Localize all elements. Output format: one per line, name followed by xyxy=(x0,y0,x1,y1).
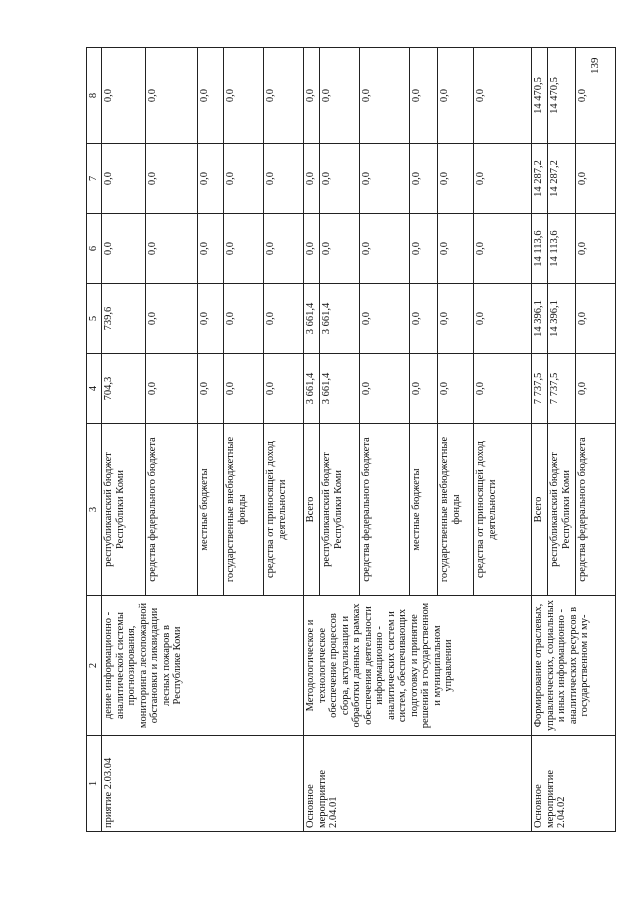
value-cell: 0,0 xyxy=(102,214,146,284)
measure-title: дение информационно - аналитической системы прогнозирования, мониторинга лесопожарной обстановки и ликвидации лесных пожаров в Республике Коми xyxy=(102,596,304,736)
value-cell: 0,0 xyxy=(438,284,474,354)
measure-code: Основное мероприятие 2.04.02 xyxy=(532,736,616,832)
value-cell: 0,0 xyxy=(410,354,438,424)
value-cell: 0,0 xyxy=(360,144,410,214)
measure-title: Методологическое и технологическое обеспечение процессов сбора, актуализации и обработки данных в рамках обеспечения деятельности информационно - аналитических систем и систем, обеспечивающих подготовку и принятие решений в государственном и муниципальном управлении xyxy=(304,596,532,736)
funding-source: средства федерального бюджета xyxy=(360,424,410,596)
value-cell: 0,0 xyxy=(304,48,320,144)
value-cell: 0,0 xyxy=(410,144,438,214)
value-cell: 0,0 xyxy=(304,144,320,214)
budget-table xyxy=(86,47,616,832)
funding-source: республиканский бюджет Республики Коми xyxy=(548,424,576,596)
value-cell: 0,0 xyxy=(224,48,264,144)
header-cell: 1 xyxy=(87,736,102,832)
header-cell: 4 xyxy=(87,354,102,424)
value-cell: 14 287,2 xyxy=(548,144,576,214)
header-cell: 5 xyxy=(87,284,102,354)
value-cell: 0,0 xyxy=(320,48,360,144)
value-cell: 0,0 xyxy=(474,214,532,284)
value-cell: 0,0 xyxy=(264,48,304,144)
value-cell: 704,3 xyxy=(102,354,146,424)
value-cell: 3 661,4 xyxy=(320,284,360,354)
value-cell: 0,0 xyxy=(146,284,198,354)
funding-source: республиканский бюджет Республики Коми xyxy=(320,424,360,596)
table-row xyxy=(304,48,320,832)
value-cell: 0,0 xyxy=(438,214,474,284)
value-cell: 0,0 xyxy=(264,144,304,214)
rotated-table-container xyxy=(86,48,590,832)
value-cell: 0,0 xyxy=(576,144,616,214)
value-cell: 0,0 xyxy=(360,354,410,424)
value-cell: 7 737,5 xyxy=(548,354,576,424)
value-cell: 0,0 xyxy=(474,48,532,144)
funding-source: средства от приносящей доход деятельности xyxy=(474,424,532,596)
funding-source: Всего xyxy=(304,424,320,596)
value-cell: 0,0 xyxy=(198,144,224,214)
value-cell: 0,0 xyxy=(224,354,264,424)
value-cell: 14 396,1 xyxy=(548,284,576,354)
value-cell: 0,0 xyxy=(264,284,304,354)
value-cell: 0,0 xyxy=(146,214,198,284)
header-cell: 6 xyxy=(87,214,102,284)
value-cell: 0,0 xyxy=(576,48,616,144)
funding-source: средства федерального бюджета xyxy=(146,424,198,596)
value-cell: 0,0 xyxy=(198,48,224,144)
value-cell: 14 287,2 xyxy=(532,144,548,214)
value-cell: 0,0 xyxy=(474,354,532,424)
value-cell: 0,0 xyxy=(438,144,474,214)
value-cell: 0,0 xyxy=(224,144,264,214)
funding-source: местные бюджеты xyxy=(410,424,438,596)
value-cell: 0,0 xyxy=(304,214,320,284)
value-cell: 0,0 xyxy=(146,144,198,214)
value-cell: 739,6 xyxy=(102,284,146,354)
value-cell: 0,0 xyxy=(224,284,264,354)
value-cell: 0,0 xyxy=(576,354,616,424)
header-cell: 8 xyxy=(87,48,102,144)
header-row xyxy=(87,48,102,832)
value-cell: 0,0 xyxy=(410,214,438,284)
value-cell: 0,0 xyxy=(576,284,616,354)
value-cell: 0,0 xyxy=(360,48,410,144)
funding-source: Всего xyxy=(532,424,548,596)
value-cell: 0,0 xyxy=(438,354,474,424)
header-cell: 3 xyxy=(87,424,102,596)
value-cell: 14 396,1 xyxy=(532,284,548,354)
funding-source: государственные внебюджетные фонды xyxy=(438,424,474,596)
value-cell: 0,0 xyxy=(320,214,360,284)
table-row xyxy=(532,48,548,832)
value-cell: 0,0 xyxy=(410,48,438,144)
value-cell: 0,0 xyxy=(438,48,474,144)
table-row xyxy=(102,48,146,832)
funding-source: республиканский бюджет Республики Коми xyxy=(102,424,146,596)
header-cell: 7 xyxy=(87,144,102,214)
value-cell: 0,0 xyxy=(360,284,410,354)
funding-source: государственные внебюджетные фонды xyxy=(224,424,264,596)
value-cell: 14 113,6 xyxy=(548,214,576,284)
funding-source: средства от приносящей доход деятельности xyxy=(264,424,304,596)
value-cell: 14 470,5 xyxy=(532,48,548,144)
value-cell: 0,0 xyxy=(576,214,616,284)
value-cell: 0,0 xyxy=(264,354,304,424)
value-cell: 7 737,5 xyxy=(532,354,548,424)
header-cell: 2 xyxy=(87,596,102,736)
value-cell: 0,0 xyxy=(198,214,224,284)
value-cell: 3 661,4 xyxy=(320,354,360,424)
funding-source: средства федерального бюджета xyxy=(576,424,616,596)
funding-source: местные бюджеты xyxy=(198,424,224,596)
value-cell: 0,0 xyxy=(146,354,198,424)
value-cell: 3 661,4 xyxy=(304,354,320,424)
measure-title: Формирование отраслевых, управленческих, социальных и иных информационно - аналитических ресурсов в государственном и му- xyxy=(532,596,616,736)
value-cell: 0,0 xyxy=(102,48,146,144)
value-cell: 0,0 xyxy=(224,214,264,284)
value-cell: 3 661,4 xyxy=(304,284,320,354)
value-cell: 14 470,5 xyxy=(548,48,576,144)
measure-code: приятие 2.03.04 xyxy=(102,736,304,832)
value-cell: 0,0 xyxy=(198,354,224,424)
measure-code: Основное мероприятие 2.04.01 xyxy=(304,736,532,832)
value-cell: 0,0 xyxy=(474,144,532,214)
value-cell: 0,0 xyxy=(102,144,146,214)
value-cell: 0,0 xyxy=(474,284,532,354)
value-cell: 0,0 xyxy=(410,284,438,354)
value-cell: 0,0 xyxy=(198,284,224,354)
value-cell: 0,0 xyxy=(360,214,410,284)
value-cell: 0,0 xyxy=(264,214,304,284)
value-cell: 0,0 xyxy=(146,48,198,144)
value-cell: 0,0 xyxy=(320,144,360,214)
value-cell: 14 113,6 xyxy=(532,214,548,284)
page-number: 139 xyxy=(589,57,601,74)
